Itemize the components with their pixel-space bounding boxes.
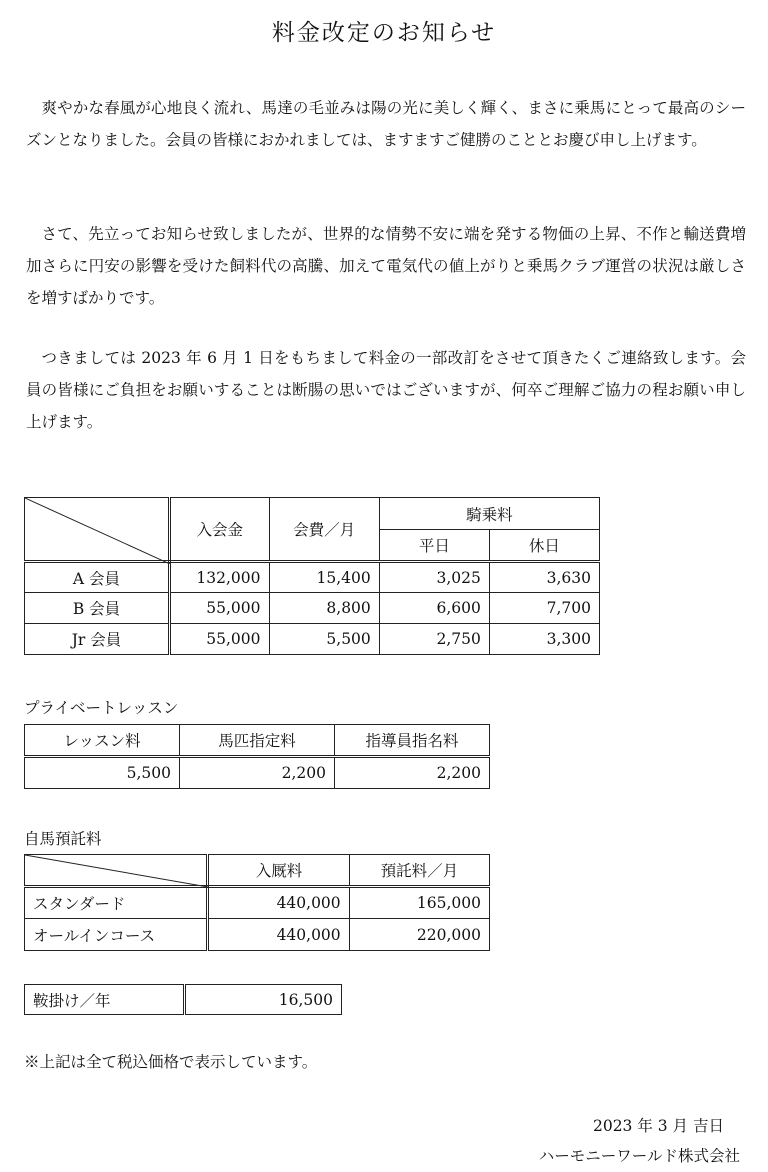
header-horse-designation: 馬匹指定料	[180, 725, 335, 757]
weekday-value: 3,025	[379, 562, 489, 593]
diagonal-header-cell	[25, 855, 208, 887]
header-stable-fee: 入厩料	[208, 855, 349, 887]
saddle-label: 鞍掛け／年	[25, 985, 185, 1015]
boarding-fee-value: 220,000	[349, 919, 489, 951]
saddle-fee-table	[24, 984, 342, 1015]
paragraph-greeting: 爽やかな春風が心地良く流れ、馬達の毛並みは陽の光に美しく輝く、まさに乗馬にとって最高のシーズンとなりました。会員の皆様におかれましては、ますますご健勝のこととお慶び申し上げます。	[26, 99, 746, 149]
header-admission: 入会金	[169, 498, 269, 562]
admission-value: 55,000	[169, 624, 269, 655]
boarding-fee-value: 165,000	[349, 887, 489, 919]
row-label: A 会員	[25, 562, 170, 593]
diagonal-line	[25, 855, 208, 887]
horse-boarding-table	[24, 854, 490, 951]
header-boarding-fee: 預託料／月	[349, 855, 489, 887]
table-row	[25, 757, 490, 789]
diagonal-header-cell	[25, 498, 170, 562]
monthly-value: 15,400	[269, 562, 379, 593]
table-row	[25, 985, 342, 1015]
weekday-value: 2,750	[379, 624, 489, 655]
issue-date: 2023 年 3 月 吉日	[592, 1117, 724, 1135]
holiday-value: 3,630	[489, 562, 599, 593]
lesson-fee-value: 5,500	[25, 757, 180, 789]
header-holiday: 休日	[489, 530, 599, 562]
header-instructor-designation: 指導員指名料	[335, 725, 490, 757]
diagonal-line	[25, 498, 170, 564]
weekday-value: 6,600	[379, 593, 489, 624]
table-row	[25, 624, 600, 655]
table-row	[25, 919, 490, 951]
paragraph-reason: さて、先立ってお知らせ致しましたが、世界的な情勢不安に端を発する物価の上昇、不作と輸送費増加さらに円安の影響を受けた飼料代の高騰、加えて電気代の値上がりと乗馬クラブ運営の状況は厳しさを増すばかりです。	[26, 225, 746, 307]
admission-value: 55,000	[169, 593, 269, 624]
horse-designation-value: 2,200	[180, 757, 335, 789]
monthly-value: 8,800	[269, 593, 379, 624]
stable-fee-value: 440,000	[208, 919, 349, 951]
row-label: Jr 会員	[25, 624, 170, 655]
private-lesson-label: プライベートレッスン	[24, 699, 179, 717]
tax-note: ※上記は全て税込価格で表示しています。	[24, 1053, 318, 1071]
private-lesson-table	[24, 724, 490, 789]
row-label: B 会員	[25, 593, 170, 624]
instructor-designation-value: 2,200	[335, 757, 490, 789]
horse-boarding-label: 自馬預託料	[24, 830, 102, 848]
header-monthly: 会費／月	[269, 498, 379, 562]
row-label: スタンダード	[25, 887, 208, 919]
holiday-value: 3,300	[489, 624, 599, 655]
holiday-value: 7,700	[489, 593, 599, 624]
table-row	[25, 562, 600, 593]
table-row	[25, 593, 600, 624]
table-row	[25, 887, 490, 919]
row-label: オールインコース	[25, 919, 208, 951]
page-title: 料金改定のお知らせ	[271, 20, 497, 46]
monthly-value: 5,500	[269, 624, 379, 655]
paragraph-announcement: つきましては 2023 年 6 月 1 日をもちまして料金の一部改訂をさせて頂きたくご連絡致します。会員の皆様にご負担をお願いすることは断腸の思いではございますが、何卒ご理解ご協力の程お願い申し上げます。	[26, 349, 746, 431]
header-weekday: 平日	[379, 530, 489, 562]
saddle-value: 16,500	[185, 985, 342, 1015]
membership-fee-table	[24, 497, 600, 655]
header-riding: 騎乗料	[379, 498, 599, 530]
stable-fee-value: 440,000	[208, 887, 349, 919]
admission-value: 132,000	[169, 562, 269, 593]
header-lesson-fee: レッスン料	[25, 725, 180, 757]
company-name: ハーモニーワールド株式会社	[538, 1147, 740, 1165]
